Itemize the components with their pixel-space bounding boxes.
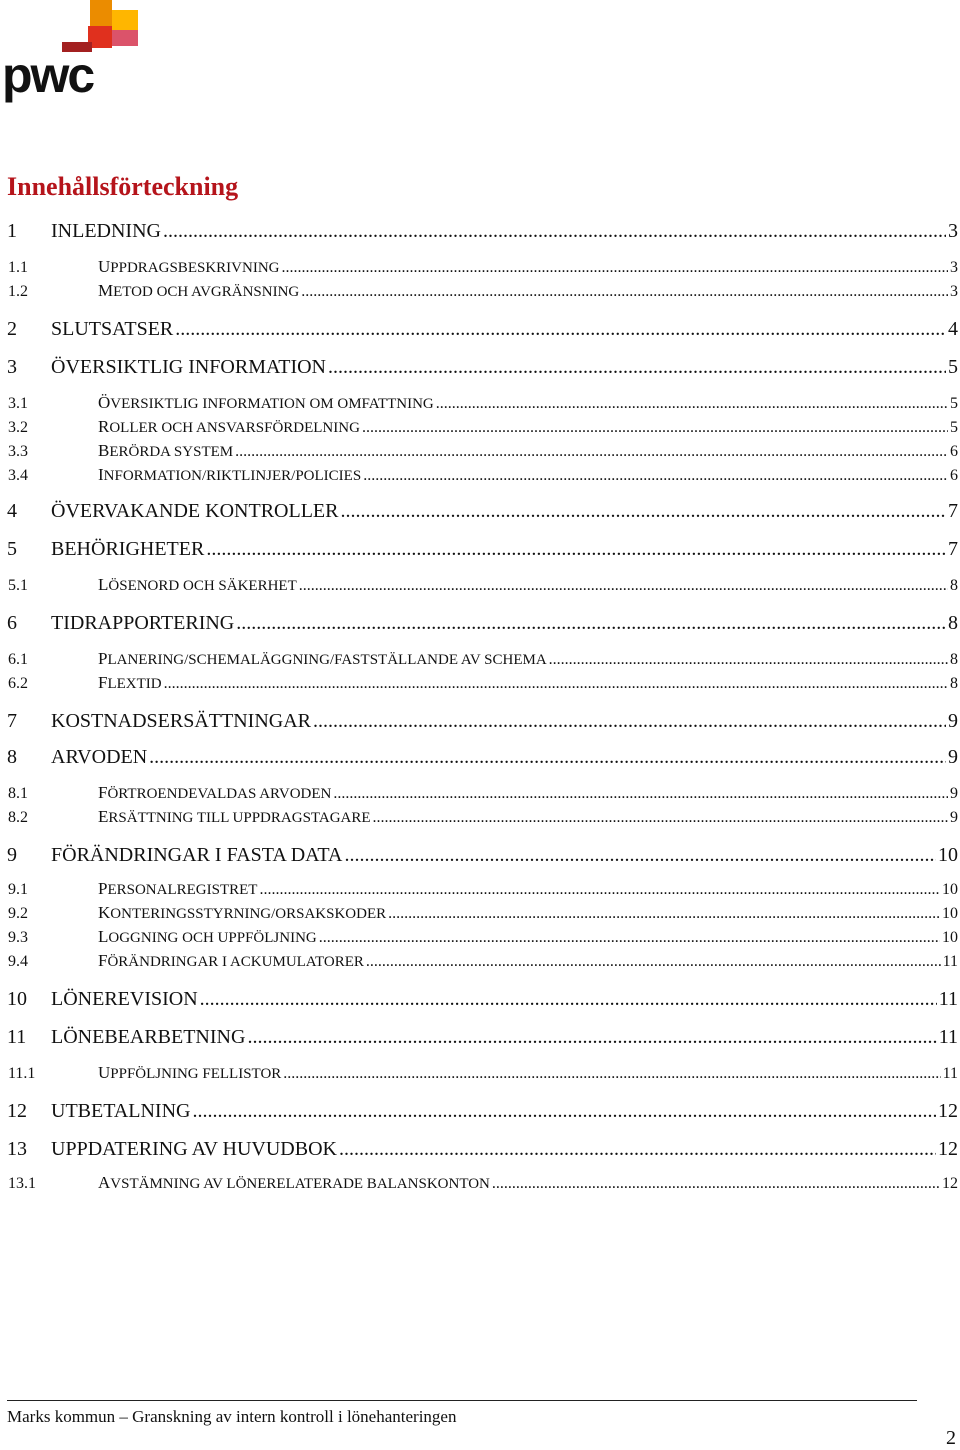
toc-entry[interactable] [7,392,958,415]
toc-dot-leader [340,498,946,524]
toc-entry-page: 9 [950,809,958,826]
toc-entry-page: 9 [948,746,958,768]
toc-entry-title[interactable]: LÖNEREVISION [51,988,198,1010]
logo-wordmark: pwc [2,47,94,103]
toc-entry-number: 12 [7,1100,27,1122]
toc-entry-page: 12 [942,1175,958,1192]
toc-entry-title[interactable]: UTBETALNING [51,1100,191,1122]
toc-entry-page: 3 [950,259,958,276]
toc-dot-leader [164,673,948,695]
toc-entry-page: 10 [938,844,958,866]
toc-entry-page: 11 [938,988,958,1010]
toc-entry-page: 10 [942,929,958,946]
page-number: 2 [946,1427,956,1449]
toc-entry-number: 13 [7,1138,27,1160]
toc-entry-page: 6 [950,467,958,484]
toc-entry[interactable] [7,648,958,671]
toc-entry-title[interactable]: PLANERING/SCHEMALÄGGNING/FASTSTÄLLANDE AV SCHEMA [98,649,547,668]
toc-entry-page: 11 [942,953,958,970]
toc-entry[interactable] [7,498,958,524]
toc-entry-title[interactable]: ÖVERSIKTLIG INFORMATION OM OMFATTNING [98,393,434,412]
toc-entry[interactable] [7,672,958,695]
toc-dot-leader [344,842,936,868]
toc-entry-title[interactable]: UPPDRAGSBESKRIVNING [98,257,280,276]
toc-entry-title[interactable]: ROLLER OCH ANSVARSFÖRDELNING [98,417,360,436]
toc-entry[interactable] [7,950,958,973]
toc-entry-number: 1.1 [8,259,28,276]
toc-entry[interactable] [7,316,958,342]
toc-dot-leader [492,1173,940,1195]
toc-entry-number: 11 [7,1026,27,1048]
toc-entry[interactable] [7,1024,958,1050]
toc-dot-leader [236,610,946,636]
toc-dot-leader [299,575,948,597]
toc-entry[interactable] [7,536,958,562]
toc-entry-page: 12 [938,1100,958,1122]
toc-entry[interactable] [7,440,958,463]
toc-dot-leader [149,744,946,770]
toc-dot-leader [388,903,940,925]
toc-entry[interactable] [7,878,958,901]
toc-entry-title[interactable]: LÖSENORD OCH SÄKERHET [98,575,297,594]
toc-entry-number: 2 [7,318,17,340]
toc-entry[interactable] [7,986,958,1012]
toc-entry-page: 6 [950,443,958,460]
toc-dot-leader [283,1063,940,1085]
toc-entry-number: 4 [7,500,17,522]
toc-dot-leader [549,649,948,671]
toc-dot-leader [235,441,948,463]
toc-entry-number: 6 [7,612,17,634]
toc-dot-leader [363,465,948,487]
toc-entry[interactable] [7,1098,958,1124]
toc-dot-leader [373,807,948,829]
toc-entry-title[interactable]: ÖVERVAKANDE KONTROLLER [51,500,339,522]
toc-entry-page: 8 [948,612,958,634]
toc-entry-number: 9.4 [8,953,28,970]
toc-entry-title[interactable]: SLUTSATSER [51,318,174,340]
toc-entry-title[interactable]: FÖRÄNDRINGAR I ACKUMULATORER [98,951,364,970]
toc-entry-number: 3.2 [8,419,28,436]
toc-entry-page: 11 [938,1026,958,1048]
toc-dot-leader [259,879,940,901]
toc-entry[interactable] [7,926,958,949]
toc-entry-title[interactable]: UPPDATERING AV HUVUDBOK [51,1138,337,1160]
toc-entry-page: 5 [950,395,958,412]
toc-entry[interactable] [7,610,958,636]
toc-entry-number: 10 [7,988,27,1010]
toc-entry-number: 7 [7,710,17,732]
toc-entry-page: 10 [942,881,958,898]
toc-dot-leader [247,1024,936,1050]
toc-entry-number: 3.3 [8,443,28,460]
toc-entry-page: 11 [942,1065,958,1082]
toc-entry-number: 8.1 [8,785,28,802]
toc-entry-page: 7 [948,500,958,522]
toc-dot-leader [200,986,937,1012]
toc-entry[interactable] [7,574,958,597]
toc-dot-leader [301,281,948,303]
toc-entry[interactable] [7,256,958,279]
toc-entry-page: 8 [950,675,958,692]
toc-entry[interactable] [7,744,958,770]
toc-entry-title[interactable]: TIDRAPPORTERING [51,612,235,634]
toc-entry-title[interactable]: FÖRTROENDEVALDAS ARVODEN [98,783,332,802]
toc-entry-title[interactable]: AVSTÄMNING AV LÖNERELATERADE BALANSKONTON [98,1173,490,1192]
toc-dot-leader [175,316,946,342]
toc-entry-number: 1.2 [8,283,28,300]
toc-entry-title[interactable]: ERSÄTTNING TILL UPPDRAGSTAGARE [98,807,371,826]
toc-entry[interactable] [7,708,958,734]
toc-entry[interactable] [7,902,958,925]
toc-entry[interactable] [7,806,958,829]
toc-entry[interactable] [7,280,958,303]
toc-entry[interactable] [7,464,958,487]
toc-entry-page: 3 [948,220,958,242]
toc-entry[interactable] [7,782,958,805]
toc-entry-number: 9.3 [8,929,28,946]
toc-entry-title[interactable]: INLEDNING [51,220,161,242]
toc-entry-page: 9 [948,710,958,732]
toc-dot-leader [206,536,946,562]
toc-entry-title[interactable]: ÖVERSIKTLIG INFORMATION [51,356,326,378]
toc-entry-number: 3.1 [8,395,28,412]
toc-entry-number: 9.1 [8,881,28,898]
toc-heading: Innehållsförteckning [7,172,239,201]
toc-dot-leader [281,257,948,279]
toc-dot-leader [313,708,946,734]
toc-entry-page: 9 [950,785,958,802]
toc-entry-number: 9 [7,844,17,866]
toc-entry-page: 3 [950,283,958,300]
toc-entry[interactable] [7,842,958,868]
toc-entry-title[interactable]: PERSONALREGISTRET [98,879,258,898]
toc-dot-leader [339,1136,936,1162]
toc-entry-number: 5.1 [8,577,28,594]
toc-entry-page: 5 [948,356,958,378]
toc-entry-title[interactable]: INFORMATION/RIKTLINJER/POLICIES [98,465,362,484]
toc-entry-number: 13.1 [8,1175,36,1192]
toc-entry-title[interactable]: FLEXTID [98,673,162,692]
toc-dot-leader [192,1098,936,1124]
toc-entry[interactable] [7,416,958,439]
toc-entry-number: 6.2 [8,675,28,692]
toc-entry[interactable] [7,1136,958,1162]
toc-entry-title[interactable]: LÖNEBEARBETNING [51,1026,246,1048]
toc-entry[interactable] [7,218,958,244]
toc-dot-leader [366,951,941,973]
toc-entry-title[interactable]: BERÖRDA SYSTEM [98,441,234,460]
toc-entry-number: 3 [7,356,17,378]
toc-entry-page: 7 [948,538,958,560]
toc-dot-leader [163,218,946,244]
footer-rule [7,1400,917,1401]
toc-dot-leader [319,927,940,949]
toc-entry[interactable] [7,354,958,380]
toc-entry-page: 8 [950,651,958,668]
toc-entry-title[interactable]: KONTERINGSSTYRNING/ORSAKSKODER [98,903,387,922]
toc-entry-number: 11.1 [8,1065,36,1082]
toc-entry-number: 8 [7,746,17,768]
toc-entry-title[interactable]: LOGGNING OCH UPPFÖLJNING [98,927,317,946]
toc-entry[interactable] [7,1172,958,1195]
toc-entry-number: 9.2 [8,905,28,922]
toc-entry-page: 5 [950,419,958,436]
footer-text: Marks kommun – Granskning av intern kontroll i lönehanteringen [7,1407,457,1426]
pwc-logo [0,0,150,110]
toc-entry-page: 8 [950,577,958,594]
toc-entry-number: 3.4 [8,467,28,484]
toc-entry-number: 1 [7,220,17,242]
toc-entry-title[interactable]: ARVODEN [51,746,148,768]
toc-dot-leader [362,417,948,439]
toc-entry-page: 4 [948,318,958,340]
toc-entry-number: 6.1 [8,651,28,668]
toc-entry-number: 5 [7,538,17,560]
toc-entry-number: 8.2 [8,809,28,826]
toc-entry-page: 10 [942,905,958,922]
toc-entry-title[interactable]: BEHÖRIGHETER [51,538,205,560]
toc-entry-title[interactable]: UPPFÖLJNING FELLISTOR [98,1063,282,1082]
toc-entry-title[interactable]: FÖRÄNDRINGAR I FASTA DATA [51,844,343,866]
toc-dot-leader [333,783,948,805]
toc-entry-title[interactable]: METOD OCH AVGRÄNSNING [98,281,300,300]
toc-entry-page: 12 [938,1138,958,1160]
toc-entry-title[interactable]: KOSTNADSERSÄTTNINGAR [51,710,312,732]
toc-dot-leader [436,393,948,415]
toc-dot-leader [328,354,946,380]
toc-entry[interactable] [7,1062,958,1085]
